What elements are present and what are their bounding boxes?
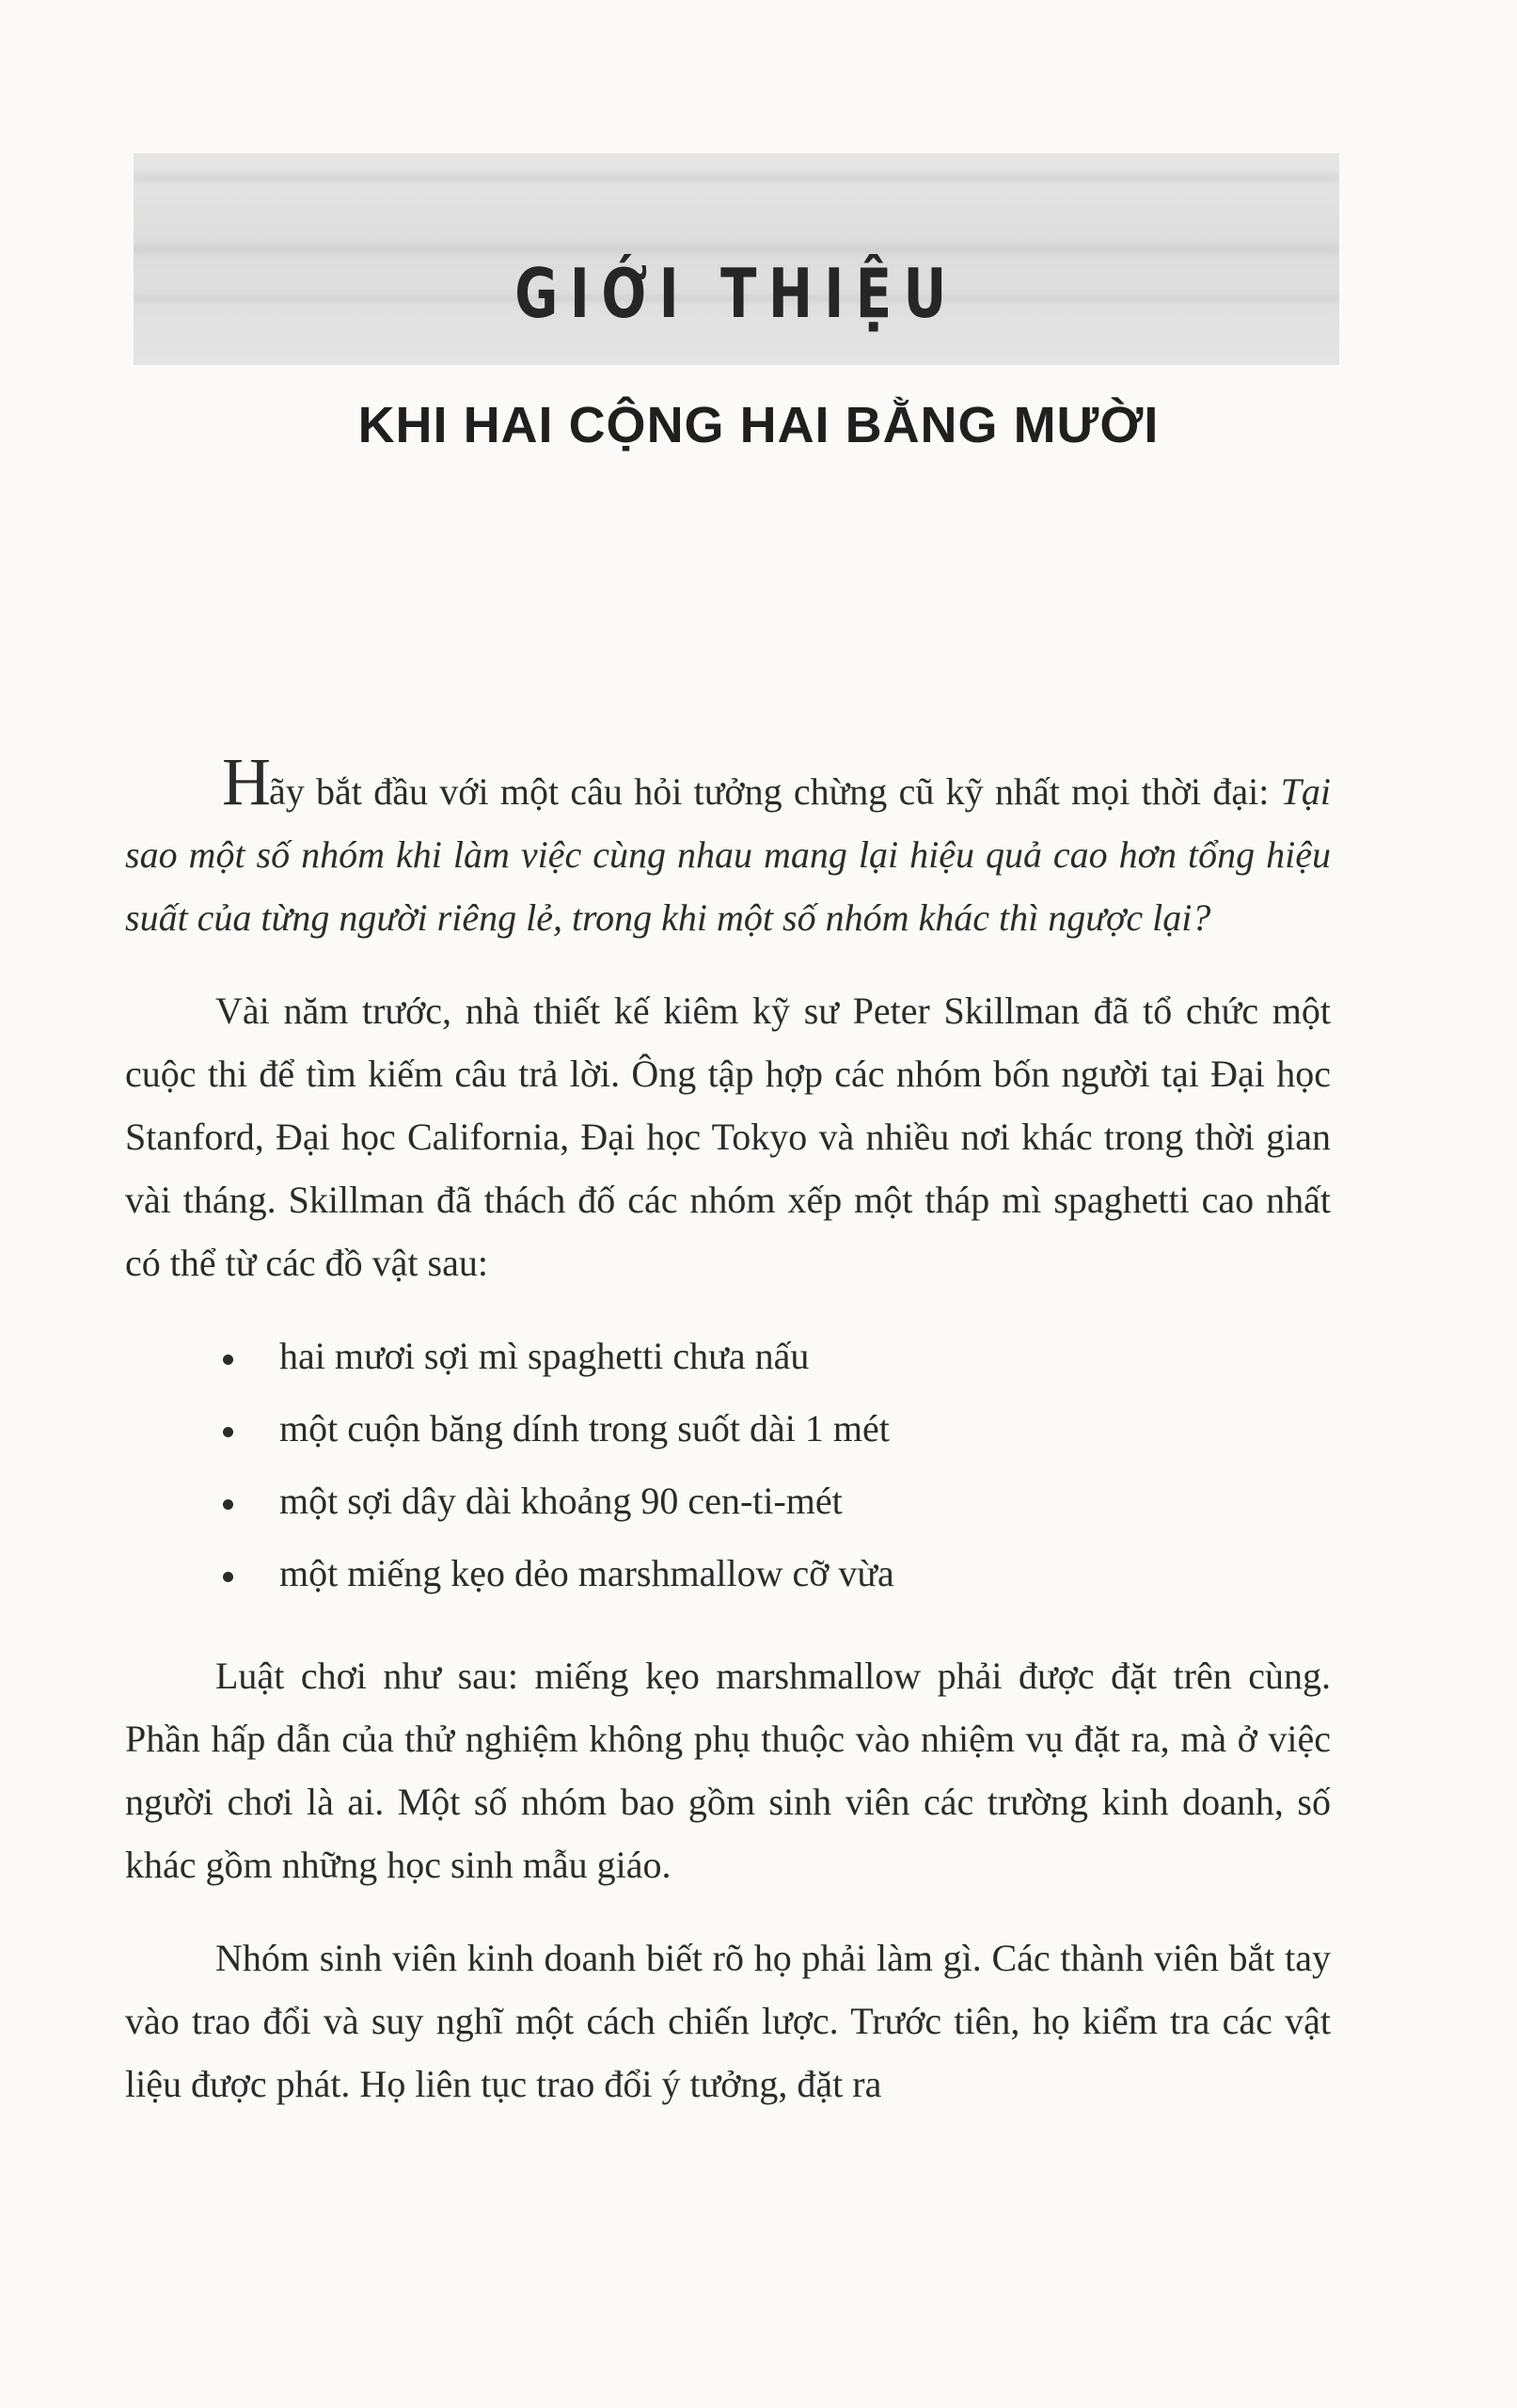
bullet-icon	[223, 1572, 233, 1582]
list-item	[125, 1324, 1331, 1387]
chapter-label: GIỚI THIỆU	[514, 254, 958, 333]
drop-cap: H	[222, 744, 269, 819]
paragraph-gap	[125, 1294, 1331, 1324]
paragraph-gap	[125, 949, 1331, 979]
chapter-title: KHI HAI CỘNG HAI BẰNG MƯỜI	[357, 397, 1160, 453]
list-item-text: một miếng kẹo dẻo marshmallow cỡ vừa	[279, 1552, 894, 1594]
list-item	[125, 1397, 1331, 1460]
bleed-through-line	[134, 174, 1339, 182]
intro-paragraph	[125, 744, 1331, 949]
intro-lead-text: ãy bắt đầu với một câu hỏi tưởng chừng cũ kỹ nhất mọi thời đại:	[269, 770, 1281, 813]
intro-italic-question: Tại sao một số nhóm khi làm việc cùng nhau mang lại hiệu quả cao hơn tổng hiệu suất của từng người riêng lẻ, trong khi một số nhóm khác thì ngược lại?	[125, 770, 1331, 939]
paragraph-business-students: Nhóm sinh viên kinh doanh biết rõ họ phải làm gì. Các thành viên bắt tay vào trao đổi và suy nghĩ một cách chiến lược. Trước tiên, họ kiểm tra các vật liệu được phát. Họ liên tục trao đổi ý tưởng, đặt ra	[125, 1937, 1331, 2105]
bullet-icon	[223, 1354, 233, 1365]
paragraph-gap	[125, 1614, 1331, 1644]
list-item-text: một sợi dây dài khoảng 90 cen-ti-mét	[279, 1480, 843, 1522]
paragraph-rules: Luật chơi như sau: miếng kẹo marshmallow phải được đặt trên cùng. Phần hấp dẫn của thử nghiệm không phụ thuộc vào nhiệm vụ đặt ra, mà ở việc người chơi là ai. Một số nhóm bao gồm sinh viên các trường kinh doanh, số khác gồm những học sinh mẫu giáo.	[125, 1655, 1331, 1886]
list-item	[125, 1469, 1331, 1532]
list-item-text: hai mươi sợi mì spaghetti chưa nấu	[279, 1335, 810, 1377]
paragraph-gap	[125, 1896, 1331, 1926]
body-text	[125, 744, 1331, 2115]
chapter-header-band	[134, 153, 1339, 365]
materials-list	[125, 1324, 1331, 1605]
list-item-text: một cuộn băng dính trong suốt dài 1 mét	[279, 1407, 890, 1450]
bullet-icon	[223, 1499, 233, 1510]
bleed-through-line	[134, 246, 1339, 253]
paragraph-skillman-contest: Vài năm trước, nhà thiết kế kiêm kỹ sư Peter Skillman đã tổ chức một cuộc thi để tìm kiếm câu trả lời. Ông tập hợp các nhóm bốn người tại Đại học Stanford, Đại học California, Đại học Tokyo và nhiều nơi khác trong thời gian vài tháng. Skillman đã thách đố các nhóm xếp một tháp mì spaghetti cao nhất có thể từ các đồ vật sau:	[125, 990, 1331, 1284]
list-item	[125, 1542, 1331, 1605]
bullet-icon	[223, 1427, 233, 1437]
